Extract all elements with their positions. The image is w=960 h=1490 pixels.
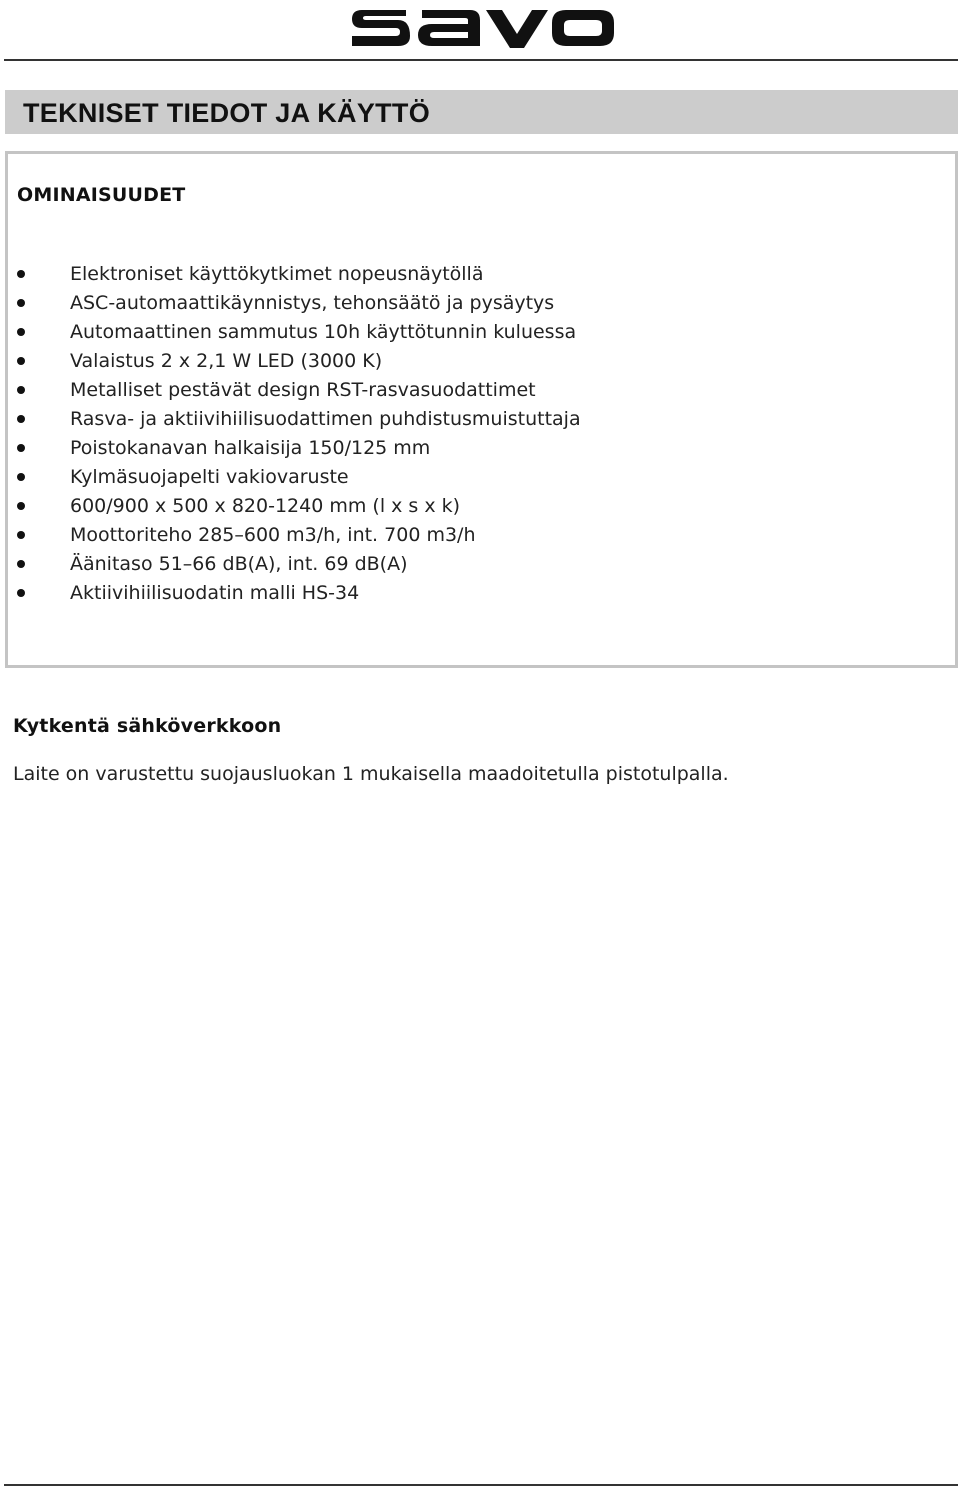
list-item [8, 260, 928, 289]
footer-rule [4, 1484, 958, 1486]
feature-text: Automaattinen sammutus 10h käyttötunnin kuluessa [70, 321, 577, 343]
list-item [8, 521, 928, 550]
feature-text: Moottoriteho 285–600 m3/h, int. 700 m3/h [70, 524, 476, 546]
feature-text: Aktiivihiilisuodatin malli HS-34 [70, 582, 360, 604]
feature-text: Valaistus 2 x 2,1 W LED (3000 K) [70, 350, 383, 372]
feature-text: Kylmäsuojapelti vakiovaruste [70, 466, 349, 488]
bullet-icon [17, 299, 25, 307]
list-item [8, 492, 928, 521]
list-item [8, 376, 928, 405]
feature-text: Metalliset pestävät design RST-rasvasuodattimet [70, 379, 536, 401]
bullet-icon [17, 560, 25, 568]
connection-heading: Kytkentä sähköverkkoon [13, 715, 282, 737]
feature-text: Äänitaso 51–66 dB(A), int. 69 dB(A) [70, 553, 408, 575]
bullet-icon [17, 473, 25, 481]
feature-list [8, 260, 928, 608]
list-item [8, 463, 928, 492]
feature-text: Poistokanavan halkaisija 150/125 mm [70, 437, 431, 459]
bullet-icon [17, 415, 25, 423]
savo-logo-icon [352, 8, 614, 50]
bullet-icon [17, 328, 25, 336]
list-item [8, 405, 928, 434]
list-item [8, 347, 928, 376]
title-bar [5, 90, 958, 134]
feature-text: ASC-automaattikäynnistys, tehonsäätö ja pysäytys [70, 292, 555, 314]
bullet-icon [17, 386, 25, 394]
header-rule [4, 59, 958, 61]
bullet-icon [17, 502, 25, 510]
savo-logo [352, 8, 614, 50]
list-item [8, 579, 928, 608]
bullet-icon [17, 444, 25, 452]
feature-text: 600/900 x 500 x 820-1240 mm (l x s x k) [70, 495, 461, 517]
feature-text: Elektroniset käyttökytkimet nopeusnäytöllä [70, 263, 484, 285]
features-box [5, 151, 958, 668]
features-heading: OMINAISUUDET [17, 184, 186, 206]
list-item [8, 550, 928, 579]
bullet-icon [17, 270, 25, 278]
list-item [8, 434, 928, 463]
bullet-icon [17, 531, 25, 539]
connection-text: Laite on varustettu suojausluokan 1 mukaisella maadoitetulla pistotulpalla. [13, 763, 729, 785]
page-title: TEKNISET TIEDOT JA KÄYTTÖ [23, 98, 431, 128]
feature-text: Rasva- ja aktiivihiilisuodattimen puhdistusmuistuttaja [70, 408, 581, 430]
bullet-icon [17, 589, 25, 597]
list-item [8, 318, 928, 347]
bullet-icon [17, 357, 25, 365]
list-item [8, 289, 928, 318]
